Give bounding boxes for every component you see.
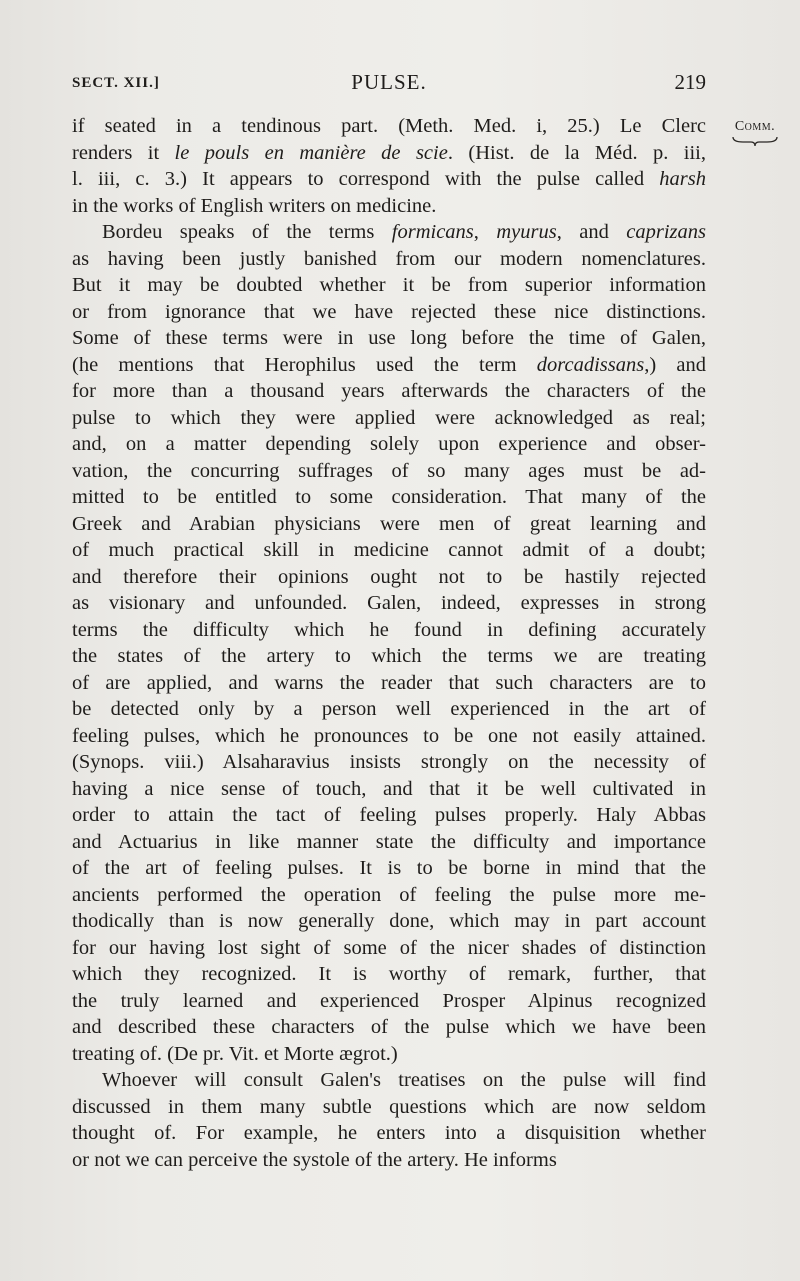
text-line: and, on a matter depending solely upon experience and obser- [72,433,706,455]
text-line: of are applied, and warns the reader that such characters are to [72,671,706,694]
text-line: the states of the artery to which the terms we are treating [72,645,706,667]
text-line: terms the difficulty which he found in defining accurately [72,618,706,641]
text-line: l. iii, c. 3.) It appears to correspond with the pulse called harsh [72,168,706,190]
paragraph [72,113,706,219]
italic-term: harsh [659,168,706,190]
brace-icon [731,135,779,147]
text-line: Whoever will consult Galen's treatises on the pulse will find [102,1069,706,1091]
text-line: the truly learned and experienced Prosper Alpinus recognized [72,989,706,1012]
running-head [72,70,706,100]
text-line: as visionary and unfounded. Galen, indeed, expresses in strong [72,592,706,614]
text-line: of the art of feeling pulses. It is to be borne in mind that the [72,857,706,879]
text-line: and therefore their opinions ought not to be hastily rejected [72,565,706,588]
text-line: be detected only by a person well experienced in the art of [72,698,706,720]
text-line: in the works of English writers on medicine. [72,194,437,217]
page-title: PULSE. [351,70,427,94]
text-line: of much practical skill in medicine cannot admit of a doubt; [72,539,706,561]
text-line: vation, the concurring suffrages of so many ages must be ad- [72,459,706,482]
italic-term: le pouls en manière de scie [174,141,448,164]
text-line: Greek and Arabian physicians were men of great learning and [72,512,706,535]
text-line: order to attain the tact of feeling pulses properly. Haly Abbas [72,804,706,826]
marginal-note [715,119,795,159]
body-text [72,113,706,1173]
paragraph [72,1067,706,1173]
text-line: But it may be doubted whether it be from superior information [72,274,706,296]
text-line: or from ignorance that we have rejected these nice distinctions. [72,300,706,323]
page-number: 219 [674,70,706,94]
text-line: Bordeu speaks of the terms formicans, myurus, and caprizans [102,221,706,243]
text-line: for our having lost sight of some of the nicer shades of distinction [72,936,706,959]
text-line: or not we can perceive the systole of the artery. He informs [72,1148,557,1171]
text-line: and Actuarius in like manner state the difficulty and importance [72,830,706,853]
text-line: discussed in them many subtle questions which are now seldom [72,1095,706,1118]
text-line: thought of. For example, he enters into a disquisition whether [72,1122,706,1144]
italic-term: myurus [496,221,557,243]
text-line: having a nice sense of touch, and that it be well cultivated in [72,777,706,800]
text-line: (he mentions that Herophilus used the term dorcadissans,) and [72,353,706,376]
marginal-note-label: Comm. [734,119,776,134]
paragraph [72,219,706,1067]
text-line: mitted to be entitled to some consideration. That many of the [72,486,706,508]
text-line: Some of these terms were in use long before the time of Galen, [72,327,706,349]
text-line: and described these characters of the pulse which we have been [72,1016,706,1038]
text-line: if seated in a tendinous part. (Meth. Med. i, 25.) Le Clerc [72,115,706,137]
text-line: treating of. (De pr. Vit. et Morte ægrot.) [72,1042,398,1065]
text-line: which they recognized. It is worthy of remark, further, that [72,963,706,985]
italic-term: dorcadissans [536,353,645,376]
text-line: (Synops. viii.) Alsaharavius insists strongly on the necessity of [72,751,706,773]
italic-term: formicans [391,221,474,243]
text-line: pulse to which they were applied were acknowledged as real; [72,406,706,429]
text-line: thodically than is now generally done, which may in part account [72,910,706,932]
italic-term: caprizans [626,221,706,243]
text-line: feeling pulses, which he pronounces to be one not easily attained. [72,724,706,747]
text-line: renders it le pouls en manière de scie. (Hist. de la Méd. p. iii, [72,141,706,164]
text-line: as having been justly banished from our modern nomenclatures. [72,247,706,270]
section-label: SECT. XII.] [72,75,160,91]
text-line: ancients performed the operation of feeling the pulse more me- [72,883,706,906]
text-line: for more than a thousand years afterwards the characters of the [72,380,706,402]
